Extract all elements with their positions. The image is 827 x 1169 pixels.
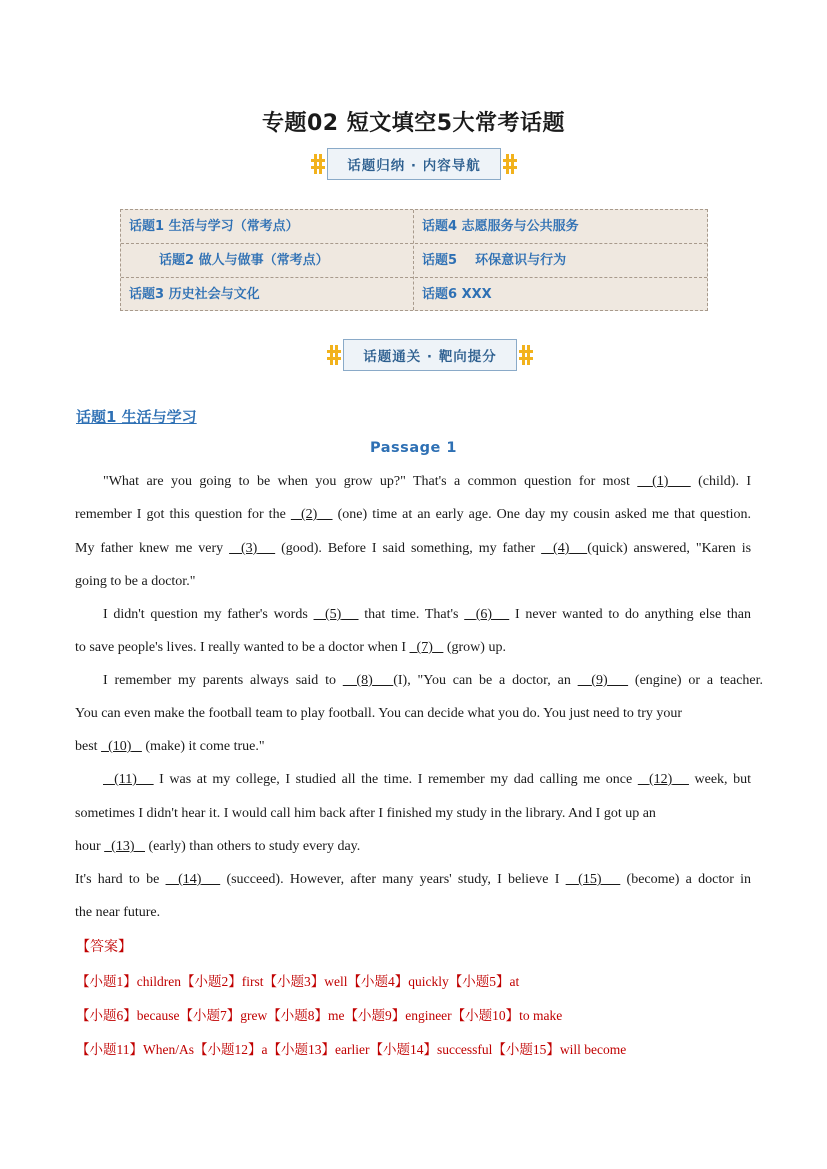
banner-topic-summary [311,147,517,181]
nav-topic-6[interactable]: 话题6 XXX [422,287,492,302]
passage-line: sometimes I didn't hear it. I would call him back after I finished my study in the library. And I got up an [75,806,656,821]
blank-10[interactable]: (10) [108,739,132,754]
nav-topic-1[interactable]: 话题1 生活与学习（常考点） [129,219,299,234]
blank-15[interactable]: (15) [578,872,602,887]
page-title: 专题02 短文填空5大常考话题 [261,111,566,136]
passage-line: You can even make the football team to play football. You can decide what you do. You just need to try your [75,706,683,721]
nav-topic-3[interactable]: 话题3 历史社会与文化 [129,287,260,302]
section-heading-topic-1[interactable]: 话题1 生活与学习 [76,408,197,426]
passage-line: going to be a doctor." [75,574,196,589]
blank-11[interactable]: (11) [114,772,137,787]
divider [413,210,414,310]
answer-line: 【小题1】children【小题2】first【小题3】well【小题4】quickly【小题5】at [76,974,520,989]
blank-6[interactable]: (6) [475,607,493,622]
answer-line: 【小题11】When/As【小题12】a【小题13】earlier【小题14】successful【小题15】will become [76,1042,627,1057]
blank-7[interactable]: (7) [416,640,433,655]
blank-5[interactable]: (5) [325,607,342,622]
double-bar-icon [519,344,533,366]
passage-line: "What are you going to be when you grow up?" That's a common question for most (1) (child). I [103,474,752,489]
nav-topic-4[interactable]: 话题4 志愿服务与公共服务 [422,219,579,234]
banner-label: 话题通关 · 靶向提分 [343,339,517,371]
passage-title: Passage 1 [370,440,457,456]
blank-8[interactable]: (8) [356,673,373,688]
passage-line: I didn't question my father's words (5) that time. That's (6) I never wanted to do anything else than [103,607,752,622]
blank-2[interactable]: (2) [301,507,318,522]
passage-line: the near future. [75,905,161,920]
passage-line: best (10) (make) it come true." [75,739,265,754]
double-bar-icon [311,153,325,175]
passage-line: to save people's lives. I really wanted to be a doctor when I (7) (grow) up. [75,640,506,655]
topic-navigation-table [120,209,708,311]
passage-line: I remember my parents always said to (8) (I), "You can be a doctor, an (9) (engine) or a teacher. [103,673,764,688]
blank-14[interactable]: (14) [178,872,202,887]
double-bar-icon [327,344,341,366]
passage-line: It's hard to be (14) (succeed). However, after many years' study, I believe I (15) (become) a doctor in [75,872,752,887]
blank-4[interactable]: (4) [553,541,570,556]
blank-3[interactable]: (3) [240,541,258,556]
banner-topic-practice [327,338,533,372]
double-bar-icon [503,153,517,175]
blank-9[interactable]: (9) [591,673,608,688]
nav-topic-5[interactable]: 话题5 环保意识与行为 [422,253,567,268]
banner-label: 话题归纳 · 内容导航 [327,148,501,180]
nav-topic-2[interactable]: 话题2 做人与做事（常考点） [159,253,329,268]
passage-line: remember I got this question for the (2) (one) time at an early age. One day my cousin asked me that question. [75,507,751,522]
answer-heading: 【答案】 [76,939,132,955]
passage-line: (11) I was at my college, I studied all the time. I remember my dad calling me once (12) week, but [75,772,751,788]
blank-13[interactable]: (13) [111,839,135,854]
passage-line: hour (13) (early) than others to study every day. [75,839,361,854]
passage-line: My father knew me very (3) (good). Before I said something, my father (4) (quick) answered, "Karen is [75,541,752,556]
blank-1[interactable]: (1) [652,474,669,489]
answer-line: 【小题6】because【小题7】grew【小题8】me【小题9】engineer【小题10】to make [76,1008,563,1023]
blank-12[interactable]: (12) [648,772,673,787]
